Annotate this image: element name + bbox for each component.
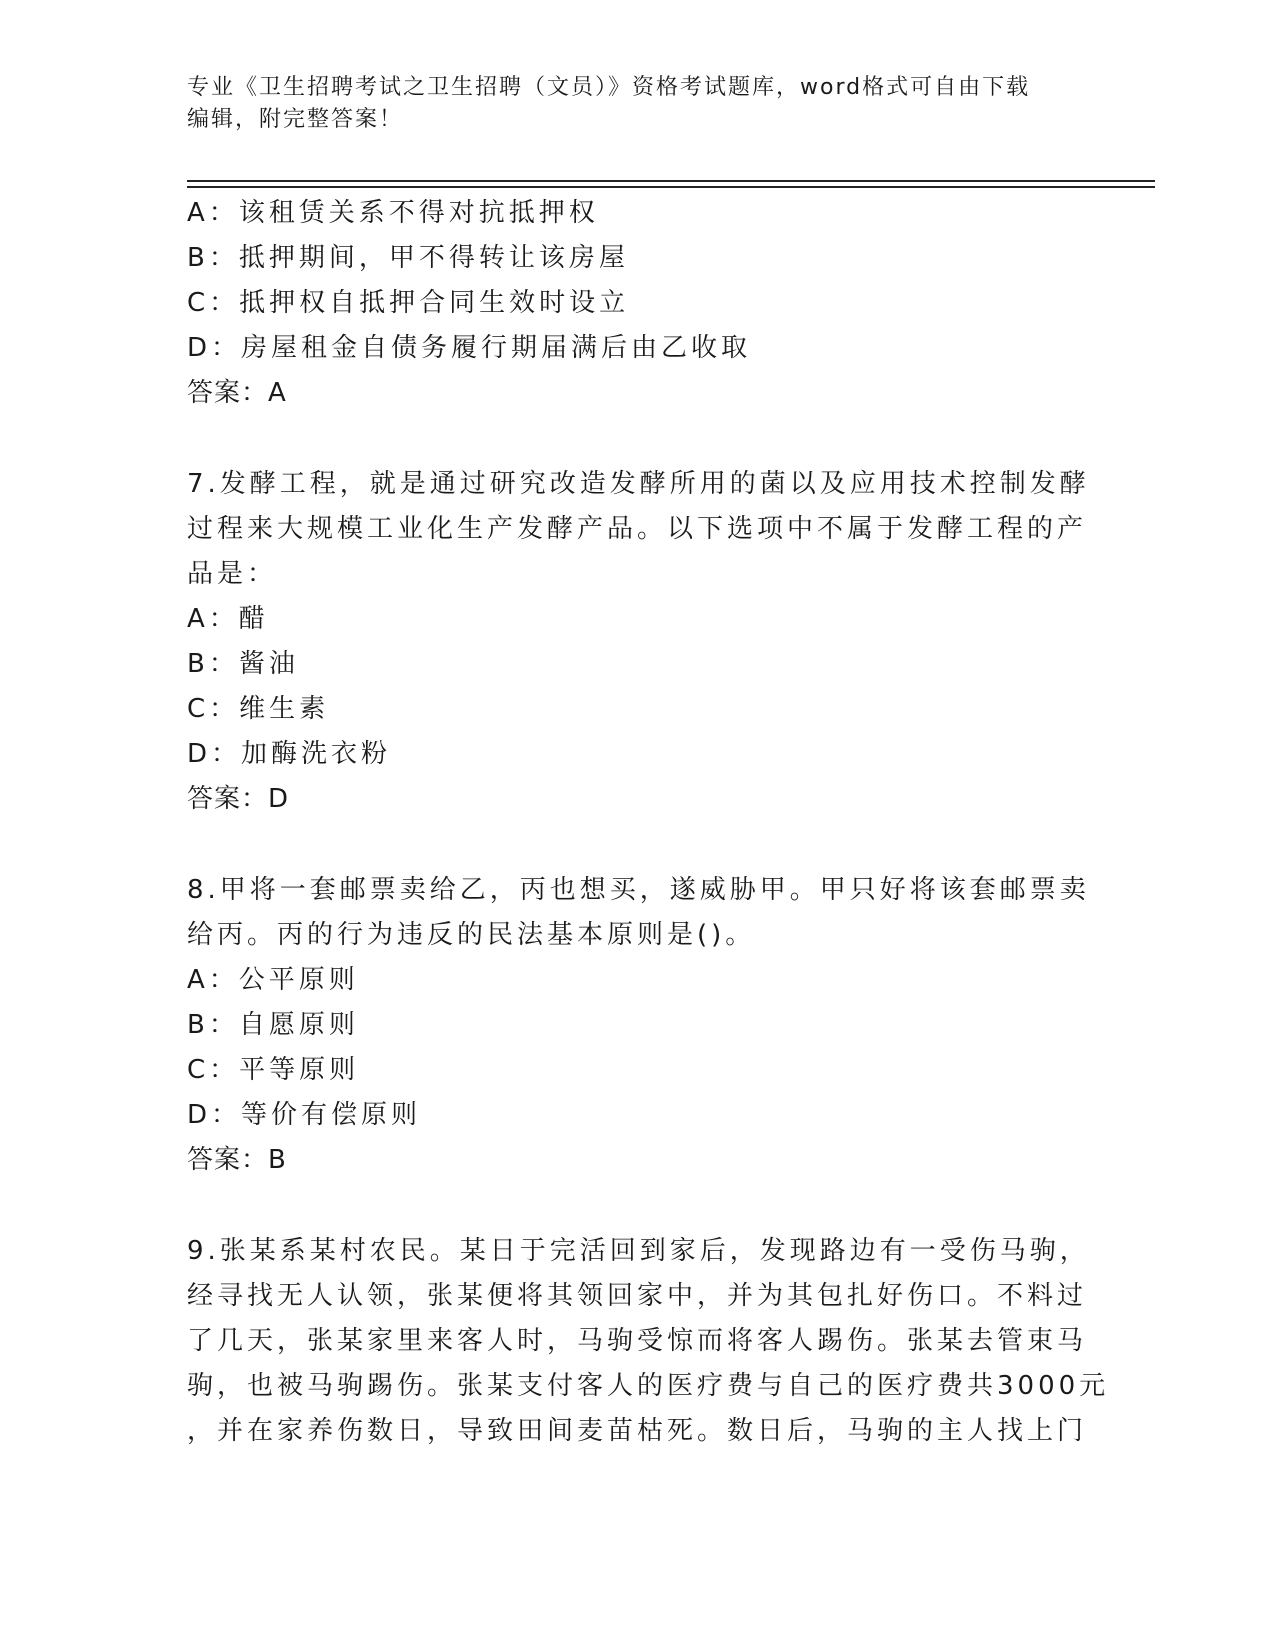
q8-option-b: B：自愿原则 [187,1010,359,1040]
q6-option-c: C：抵押权自抵押合同生效时设立 [187,288,630,318]
q6-option-d: D：房屋租金自债务履行期届满后由乙收取 [187,333,752,363]
header-line-2: 编辑，附完整答案！ [187,107,404,132]
q8-option-a: A：公平原则 [187,965,359,995]
q8-stem-line-1: 8.甲将一套邮票卖给乙，丙也想买，遂威胁甲。甲只好将该套邮票卖 [187,875,1090,905]
q9-stem-line-1: 9.张某系某村农民。某日于完活回到家后，发现路边有一受伤马驹， [187,1236,1090,1266]
q7-option-a: A：醋 [187,604,269,634]
q9-stem-line-2: 经寻找无人认领，张某便将其领回家中，并为其包扎好伤口。不料过 [187,1281,1088,1311]
q7-stem-line-3: 品是： [187,559,278,589]
header-divider-top [187,180,1155,182]
q6-option-b: B：抵押期间，甲不得转让该房屋 [187,243,629,273]
header-line-1: 专业《卫生招聘考试之卫生招聘（文员）》资格考试题库，word格式可自由下载 [187,75,1031,100]
q7-stem-line-1: 7.发酵工程，就是通过研究改造发酵所用的菌以及应用技术控制发酵 [187,469,1090,499]
document-header [187,72,1067,136]
q8-answer: 答案：B [187,1145,287,1175]
q6-option-a: A：该租赁关系不得对抗抵押权 [187,198,599,228]
q9-stem-line-3: 了几天，张某家里来客人时，马驹受惊而将客人踢伤。张某去管束马 [187,1326,1088,1356]
q8-stem-line-2: 给丙。丙的行为违反的民法基本原则是()。 [187,920,756,950]
q7-option-d: D：加酶洗衣粉 [187,739,392,769]
q8-option-c: C：平等原则 [187,1055,360,1085]
q6-answer: 答案：A [187,378,287,408]
header-divider-bottom [187,186,1155,188]
q7-option-c: C：维生素 [187,694,330,724]
q7-option-b: B：酱油 [187,649,299,679]
q9-stem-line-4: 驹，也被马驹踢伤。张某支付客人的医疗费与自己的医疗费共3000元 [187,1371,1110,1401]
q9-stem-line-5: ，并在家养伤数日，导致田间麦苗枯死。数日后，马驹的主人找上门 [187,1416,1088,1446]
q7-stem-line-2: 过程来大规模工业化生产发酵产品。以下选项中不属于发酵工程的产 [187,514,1088,544]
q7-answer: 答案：D [187,784,290,814]
q8-option-d: D：等价有偿原则 [187,1100,422,1130]
